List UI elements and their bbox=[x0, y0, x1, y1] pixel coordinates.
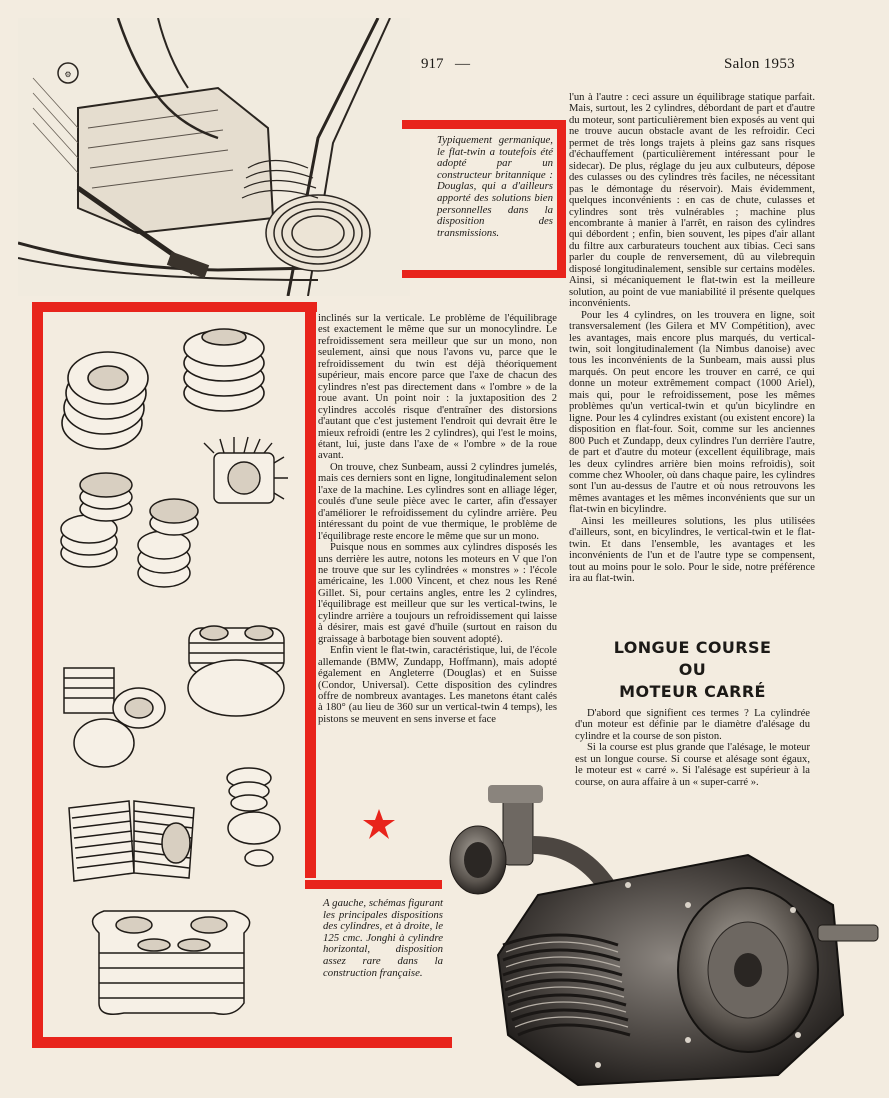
caption-frame-bottom-bar bbox=[402, 270, 566, 278]
caption-bottom: A gauche, schémas figurant les principales dispositions des cylindres, et à droite, le 125 cmc. Jonghi à cylindre horizontal, disposition assez rare dans la construction française. bbox=[323, 897, 443, 979]
text-column-middle bbox=[318, 313, 557, 773]
paragraph: inclinés sur la verticale. Le problème de l'équilibrage est exactement le même que sur un monocylindre. Le refroidissement sera meilleur que sur un mono, non seulement, ainsi que nous l'avons vu, parce que le refroidissement du twin est déjà théoriquement supérieur, mais encore parce que l'axe de chacun des cylindres n'est pas directement dans « l'ombre » de la roue avant. Un point noir : la juxtaposition des 2 cylindres accolés risque d'entraîner des distorsions d'autant que c'est justement l'endroit qui devrait être le mieux refroidi (entre les 2 cylindres), qui l'est le moins, étant, lui, juste dans l'axe de « l'ombre » de la roue avant. bbox=[318, 313, 557, 462]
paragraph: Puisque nous en sommes aux cylindres disposés les uns derrière les autre, notons les moteurs en V que l'on ne trouve que sur les cylindrées « monstres » : l'école américaine, les 1.000 Vincent, et chez nous les René Gillet. Si, pour certains angles, entre les 2 cylindres, l'équilibrage est meilleur que sur les vertical-twins, le cylindre arrière a toujours un refroidissement qui laisse à désirer, mais est gavé d'huile (surtout en raison du graissage à barbotage bien souvent adopté). bbox=[318, 542, 557, 645]
svg-text:⚙: ⚙ bbox=[64, 70, 72, 79]
cylinder-schematics bbox=[44, 313, 304, 1035]
page-number: 917 bbox=[421, 56, 444, 72]
paragraph: Si la course est plus grande que l'alésage, le moteur est un longue course. Si course et alésage sont égaux, le moteur est « carré ». Si l'alésage est supérieur à la course, on aura affaire à un « super-carré ». bbox=[575, 742, 810, 788]
caption-frame-right-bar bbox=[557, 120, 566, 278]
left-frame-bottom-bar bbox=[32, 1037, 452, 1048]
douglas-engine-illustration bbox=[18, 18, 410, 296]
caption-frame-top-bar bbox=[402, 120, 566, 129]
text-column-right bbox=[569, 92, 815, 634]
section-title bbox=[575, 637, 810, 703]
paragraph: l'un à l'autre : ceci assure un équilibrage statique parfait. Mais, surtout, les 2 cylindres, débordant de part et d'autre du moteur, sont particulièrement bien exposés au vent qui ne trouve aucun obstacle avant de les refroidir. Ceci permet de très longs trajets à pleins gaz sans risques d'échauffement (particulièrement intéressant pour le sidecar). De plus, réglage du jeu aux culbuteurs, dépose des culasses ou des cylindres très faciles, ne nécessitant pas le démontage du réservoir). Mais évidemment, quelques inconvénients : en cas de chute, culasses et cylindres sont très vulnérables ; machine plus encombrante à manier à l'arrêt, en raison des cylindres qui débordent ; enfin, bien souvent, les pipes d'air allant du filtre aux carburateurs touchent aux tibias. Ceci sans parler du couple de renversement, dû au vilebrequin disposé longitudinalement, sensible sur certains modèles. Ainsi, si mécaniquement le flat-twin est la meilleure solution, au point de vue maniabilité il présente quelques inconvénients. bbox=[569, 92, 815, 310]
running-title: Salon 1953 bbox=[724, 56, 795, 72]
jonghi-engine-photo bbox=[448, 785, 886, 1090]
paragraph: Ainsi les meilleures solutions, les plus utilisées d'ailleurs, sont, en bicylindres, le vertical-twin et le flat-twin. Et dans l'ensemble, les avantages et les inconvénients de l'un et de l'autre type se compensent, tout au moins pour le solo. Pour le side, notre préférence ira au flat-twin. bbox=[569, 515, 815, 585]
paragraph: D'abord que signifient ces termes ? La cylindrée d'un moteur est définie par le diamètre d'alésage du cylindre et la course de son piston. bbox=[575, 708, 810, 742]
section-title-line-1: LONGUE COURSE bbox=[613, 638, 772, 657]
section-title-line-2: OU bbox=[678, 660, 707, 679]
paragraph: On trouve, chez Sunbeam, aussi 2 cylindres jumelés, mais ces derniers sont en ligne, longitudinalement selon l'axe de la machine. Les cylindres sont en alliage léger, coulés d'une seule pièce avec le carter, afin d'essayer d'améliorer le refroidissement du cylindre arrière. Peu intéressant du point de vue thermique, le problème de l'équilibrage reste encore le même que sur un mono. bbox=[318, 461, 557, 542]
left-frame-top-bar bbox=[32, 302, 317, 312]
red-star-icon bbox=[362, 808, 396, 840]
caption-bottom-top-bar bbox=[305, 880, 442, 889]
paragraph: Enfin vient le flat-twin, caractéristique, lui, de l'école allemande (BMW, Zundapp, Hoffmann), mais adopté également en Angleterre (Douglas) et en Suisse (Condor, Universal). Cette disposition des cylindres offre de nombreux avantages. Les manetons étant calés à 180° (au lieu de 360 sur un vertical-twin 4 temps), les pistons se meuvent en sens inverse et face bbox=[318, 645, 557, 725]
paragraph: Pour les 4 cylindres, on les trouvera en ligne, soit transversalement (les Gilera et MV Compétition), avec les avantages, mais encore plus marqués, du vertical-twin, soit longitudinalement (la Nimbus danoise) avec tous les inconvénients de la Sunbeam, mais aussi plus marqués. On peut encore les trouver en carré, ce qui donne un moteur extrêmement compact (1000 Ariel), mais qui, pour le refroidissement, pose les mêmes problèmes qu'un vertical-twin et qu'un bicylindre en ligne. Pour les 4 cylindres existant (ou existent encore) la disposition en flat-four. Soit, comme sur les anciennes 800 Puch et Zundapp, deux cylindres l'un derrière l'autre, de part et d'autre du moteur (excellent équilibrage, mais les deux cylindres arrière bien moins refroidis), soit comme chez Whooler, où dans chaque paire, les cylindres sont l'un au-dessus de l'autre et où nous retrouvons les mêmes avantages et les mêmes inconvénients que sur un flat-twin en bicylindre. bbox=[569, 309, 815, 516]
header-dash: — bbox=[455, 56, 470, 72]
section-title-line-3: MOTEUR CARRÉ bbox=[619, 682, 766, 701]
left-frame-left-bar bbox=[32, 302, 43, 1048]
left-frame-right-bar bbox=[305, 302, 316, 878]
caption-top: Typiquement germanique, le flat-twin a toutefois été adopté par un constructeur britannique : Douglas, qui a d'ailleurs apporté des solutions bien personnelles dans la disposition des transmissions. bbox=[437, 134, 553, 239]
